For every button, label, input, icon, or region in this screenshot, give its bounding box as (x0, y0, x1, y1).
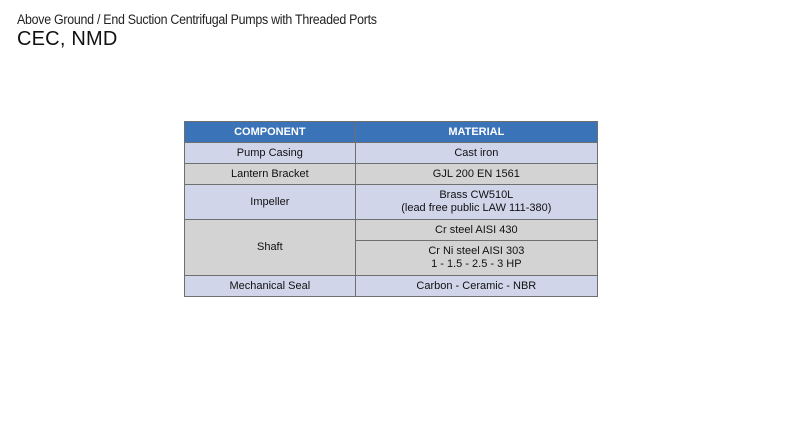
material-cell: Cr steel AISI 430 (355, 220, 597, 241)
column-header-material: MATERIAL (355, 122, 597, 143)
table-row (185, 276, 598, 297)
material-cell: Cast iron (355, 143, 597, 164)
table-row (185, 185, 598, 220)
table-header-row (185, 122, 598, 143)
column-header-component: COMPONENT (185, 122, 356, 143)
component-cell: Pump Casing (185, 143, 356, 164)
table-row (185, 164, 598, 185)
material-line: Brass CW510L (439, 189, 514, 201)
page-subtitle: Above Ground / End Suction Centrifugal Pumps with Threaded Ports (17, 12, 377, 27)
material-line: Cr Ni steel AISI 303 (428, 245, 525, 257)
materials-table (184, 121, 598, 297)
component-cell: Impeller (185, 185, 356, 220)
table-row (185, 220, 598, 241)
component-cell: Lantern Bracket (185, 164, 356, 185)
component-cell: Shaft (185, 220, 356, 276)
material-cell (355, 241, 597, 276)
component-cell: Mechanical Seal (185, 276, 356, 297)
material-cell (355, 185, 597, 220)
material-line: 1 - 1.5 - 2.5 - 3 HP (431, 258, 522, 270)
material-cell: Carbon - Ceramic - NBR (355, 276, 597, 297)
table-row (185, 143, 598, 164)
material-line: (lead free public LAW 111-380) (401, 202, 552, 214)
material-cell: GJL 200 EN 1561 (355, 164, 597, 185)
page-title: CEC, NMD (17, 28, 118, 50)
